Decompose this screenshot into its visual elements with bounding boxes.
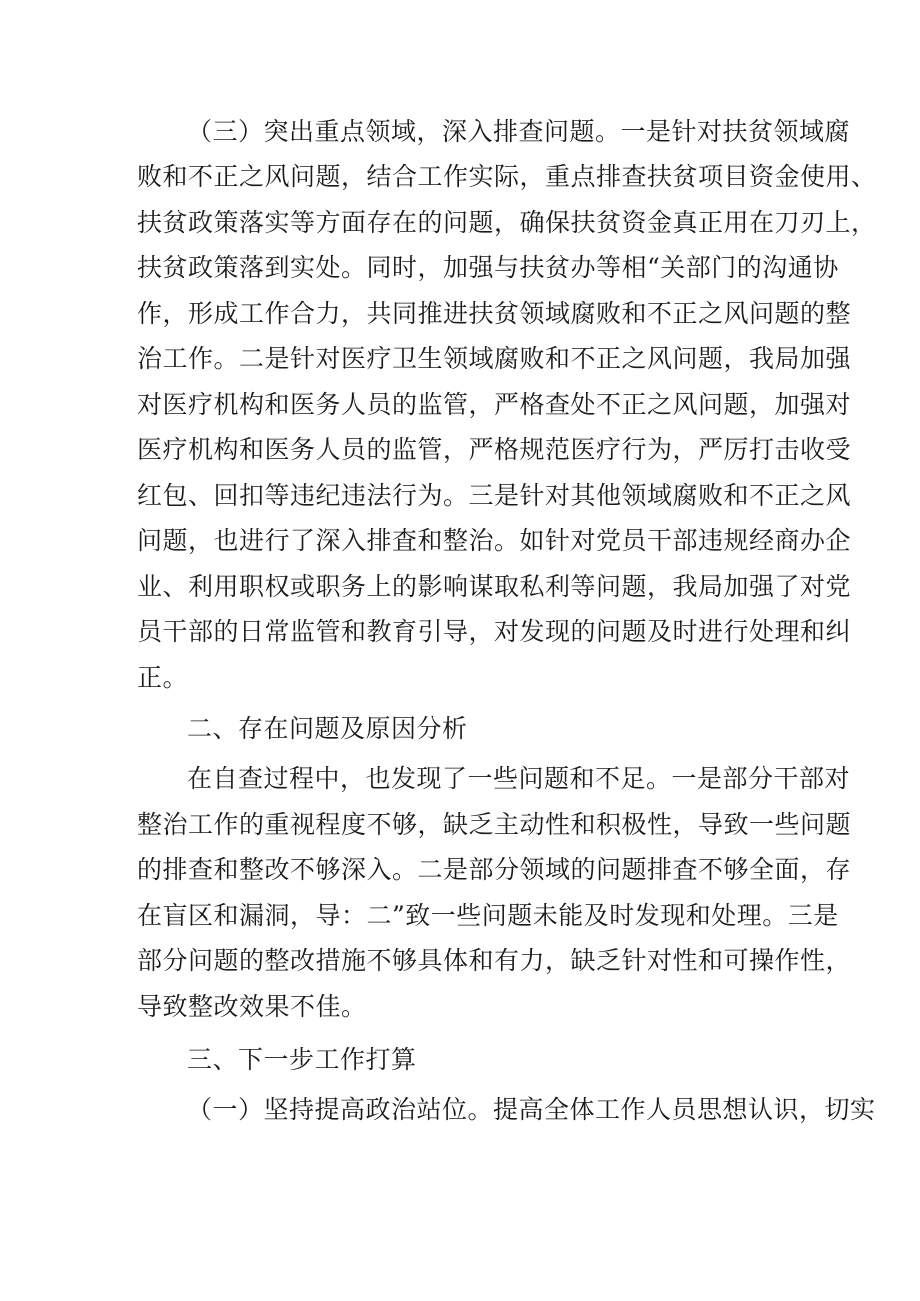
paragraph-line: （三）突出重点领域，深入排查问题。一是针对扶贫领域腐 bbox=[187, 117, 851, 146]
paragraph-line: 作，形成工作合力，共同推进扶贫领域腐败和不正之风问题的整 bbox=[137, 299, 852, 328]
paragraph-line: 导致整改效果不佳。 bbox=[137, 992, 367, 1021]
paragraph-line: 员干部的日常监管和教育引导，对发现的问题及时进行处理和纠 bbox=[137, 617, 852, 646]
paragraph-line: 败和不正之风问题，结合工作实际，重点排查扶贫项目资金使用、 bbox=[137, 162, 877, 191]
section-heading: 三、下一步工作打算 bbox=[187, 1045, 417, 1074]
paragraph-line: 部分问题的整改措施不够具体和有力，缺乏针对性和可操作性， bbox=[137, 946, 852, 975]
paragraph-line: 整治工作的重视程度不够，缺乏主动性和积极性，导致一些问题 bbox=[137, 810, 852, 839]
section-heading: 二、存在问题及原因分析 bbox=[187, 714, 468, 743]
paragraph-line: 业、利用职权或职务上的影响谋取私利等问题，我局加强了对党 bbox=[137, 572, 852, 601]
paragraph-line: 对医疗机构和医务人员的监管，严格查处不正之风问题，加强对 bbox=[137, 390, 852, 419]
paragraph-line: 在盲区和漏洞，导：二”致一些问题未能及时发现和处理。三是 bbox=[137, 901, 839, 930]
paragraph-line: 问题，也进行了深入排査和整治。如针对党员干部违规经商办企 bbox=[137, 526, 852, 555]
paragraph-line: 治工作。二是针对医疗卫生领域腐败和不正之风问题，我局加强 bbox=[137, 344, 852, 373]
paragraph-line: 扶贫政策落实等方面存在的问题，确保扶贫资金真正用在刀刃上， bbox=[137, 208, 877, 237]
paragraph-line: 医疗机构和医务人员的监管，严格规范医疗行为，严厉打击收受 bbox=[137, 435, 852, 464]
paragraph-line: 红包、回扣等违纪违法行为。三是针对其他领域腐败和不正之风 bbox=[137, 481, 852, 510]
paragraph-line: 在自查过程中，也发现了一些问题和不足。一是部分干部对 bbox=[187, 764, 851, 793]
paragraph-line: 扶贫政策落到实处。同时，加强与扶贫办等相“关部门的沟通协 bbox=[137, 253, 839, 282]
paragraph-line: （一）坚持提高政治站位。提高全体工作人员思想认识，切实 bbox=[187, 1095, 876, 1124]
paragraph-line: 的排查和整改不够深入。二是部分领域的问题排査不够全面，存 bbox=[137, 855, 852, 884]
paragraph-line: 正。 bbox=[137, 663, 189, 692]
